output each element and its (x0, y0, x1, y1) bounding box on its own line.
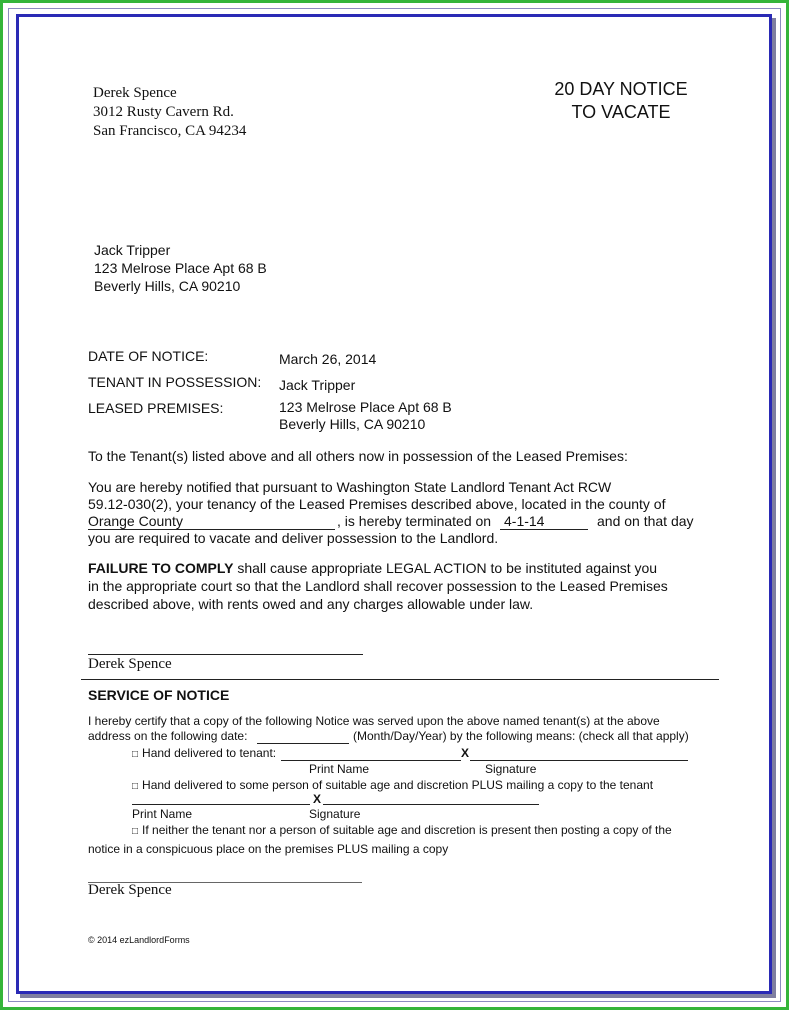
certify-line-1: I hereby certify that a copy of the following Notice was served upon the above named tenant(s) at the above (88, 714, 660, 728)
recipient-street: 123 Melrose Place Apt 68 B (94, 260, 267, 276)
copyright-footer: © 2014 ezLandlordForms (88, 935, 190, 945)
option-hand-delivered-person (132, 778, 653, 792)
option-3-label-line-2: notice in a conspicuous place on the premises PLUS mailing a copy (88, 842, 449, 856)
server-signature-name: Derek Spence (88, 882, 172, 898)
option-2-x-mark: X (313, 792, 322, 806)
option-2-signature-label: Signature (309, 807, 361, 821)
terminated-text: , is hereby terminated on (337, 513, 492, 529)
paragraph-1-line-1: You are hereby notified that pursuant to Washington State Landlord Tenant Act RCW (88, 479, 612, 495)
option-1-print-name-label: Print Name (309, 762, 370, 776)
premises-line-2: Beverly Hills, CA 90210 (279, 416, 426, 432)
recipient-city: Beverly Hills, CA 90210 (94, 278, 241, 294)
option-posting (132, 823, 672, 837)
paragraph-1-line-2: 59.12-030(2), your tenancy of the Leased Premises described above, located in the county of (88, 496, 666, 512)
title-line-1: 20 DAY NOTICE (554, 79, 688, 99)
option-2-label: Hand delivered to some person of suitable age and discretion PLUS mailing a copy to the tenant (142, 778, 654, 792)
premises-line-1: 123 Melrose Place Apt 68 B (279, 399, 452, 415)
service-date-blank (257, 743, 349, 744)
option-1-label: Hand delivered to tenant: (142, 746, 277, 760)
service-heading: SERVICE OF NOTICE (88, 687, 230, 703)
option-1-x-mark: X (461, 746, 470, 760)
option-2-signature-line (323, 804, 539, 805)
landlord-signature-name: Derek Spence (88, 656, 172, 672)
county-value: Orange County (88, 513, 183, 529)
landlord-signature-line (88, 654, 363, 655)
option-2-print-name-label: Print Name (132, 807, 193, 821)
sender-city: San Francisco, CA 94234 (93, 123, 247, 139)
notice-page (16, 14, 772, 994)
paragraph-1-line-4: you are required to vacate and deliver possession to the Landlord. (88, 530, 499, 546)
paragraph-2-line-1-text: shall cause appropriate LEGAL ACTION to be instituted against you (233, 560, 658, 576)
termination-date: 4-1-14 (504, 513, 545, 529)
notice-title (521, 78, 721, 124)
option-1-signature-line (470, 760, 688, 761)
recipient-name: Jack Tripper (94, 242, 171, 258)
option-2-print-name-line (132, 804, 310, 805)
certify-line-2-a: address on the following date: (88, 729, 248, 743)
checkbox-option-3[interactable]: □ (132, 826, 139, 837)
date-value: March 26, 2014 (279, 351, 377, 367)
termination-date-underline (500, 529, 588, 530)
section-divider (81, 679, 719, 680)
checkbox-option-1[interactable]: □ (132, 749, 139, 760)
date-label: DATE OF NOTICE: (88, 348, 209, 364)
paragraph-2-line-1 (88, 560, 657, 576)
sender-name: Derek Spence (93, 85, 177, 101)
intro-text: To the Tenant(s) listed above and all others now in possession of the Leased Premises: (88, 448, 628, 464)
sender-street: 3012 Rusty Cavern Rd. (93, 104, 234, 120)
tenant-value: Jack Tripper (279, 377, 356, 393)
option-1-signature-label: Signature (485, 762, 537, 776)
premises-label: LEASED PREMISES: (88, 400, 224, 416)
failure-to-comply: FAILURE TO COMPLY (88, 560, 234, 576)
option-1-print-name-line (281, 760, 461, 761)
on-that-day-text: and on that day (597, 513, 694, 529)
title-line-2: TO VACATE (571, 102, 671, 122)
option-3-label-line-1: If neither the tenant nor a person of suitable age and discretion is present then posting a copy of the (142, 823, 672, 837)
paragraph-2-line-3: described above, with rents owed and any charges allowable under law. (88, 596, 534, 612)
checkbox-option-2[interactable]: □ (132, 781, 139, 792)
tenant-label: TENANT IN POSSESSION: (88, 374, 262, 390)
paragraph-2-line-2: in the appropriate court so that the Landlord shall recover possession to the Leased Premises (88, 578, 668, 594)
option-hand-delivered-tenant (132, 746, 276, 760)
certify-line-2-b: (Month/Day/Year) by the following means: (check all that apply) (353, 729, 689, 743)
